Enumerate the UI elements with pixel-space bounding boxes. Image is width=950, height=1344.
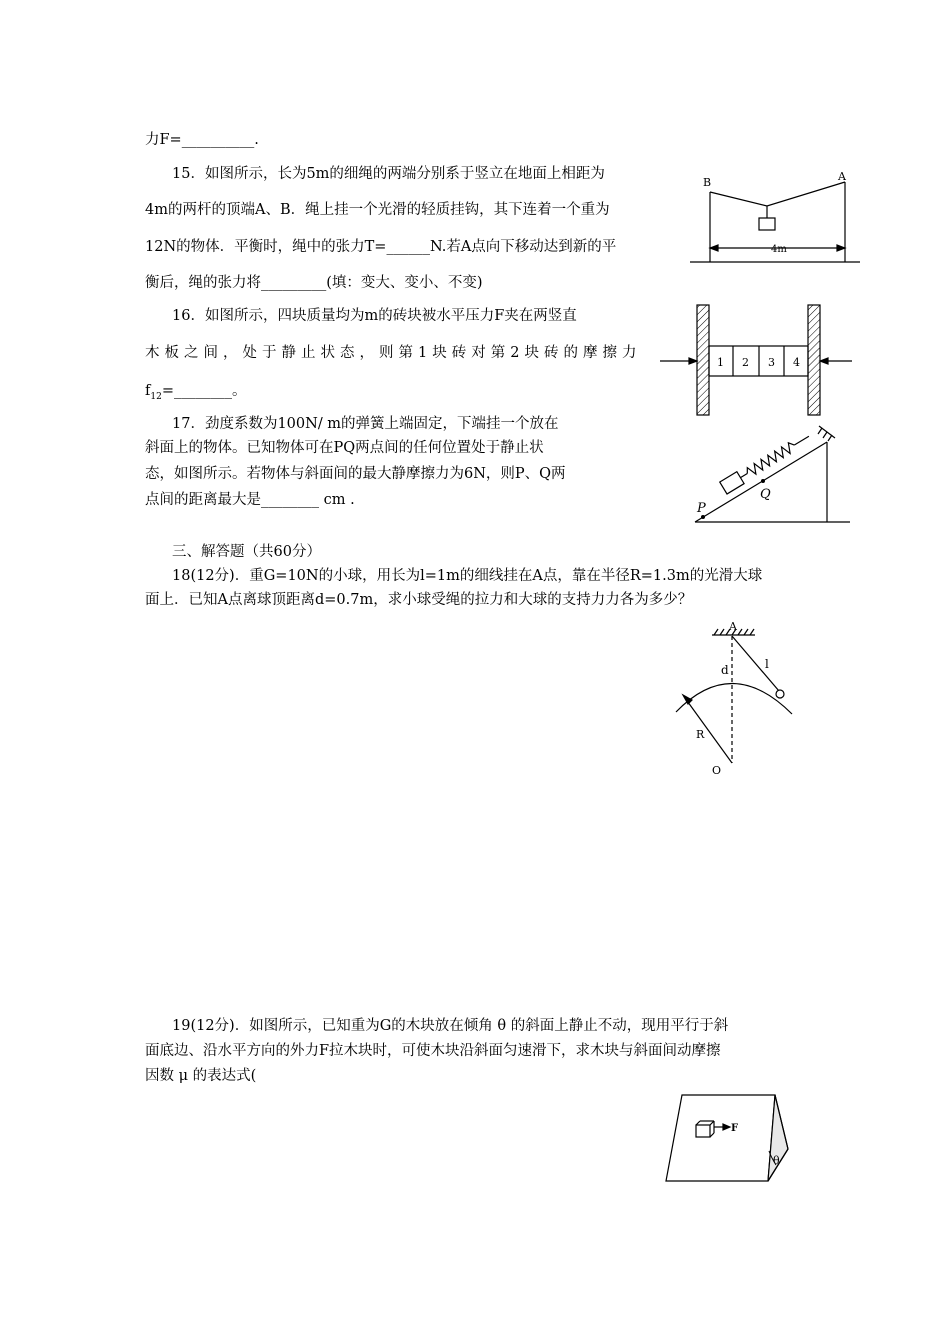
q16-brick-3: 3 xyxy=(768,356,775,369)
q15-label-a: A xyxy=(838,170,846,183)
q15-dimension: 4m xyxy=(771,244,787,255)
q16-f-blank: =________。 xyxy=(161,383,247,399)
q18-label-d: d xyxy=(721,663,729,677)
q15-line-1: 15．如图所示，长为5m的细绳的两端分别系于竖立在地面上相距为 xyxy=(172,166,605,182)
q19-incline-block-figure xyxy=(660,1085,810,1190)
q19-line-2: 面底边、沿水平方向的外力F拉木块时，可使木块沿斜面匀速滑下，求木块与斜面间动摩擦 xyxy=(145,1043,721,1059)
q16-brick-1: 1 xyxy=(717,356,724,369)
q16-bricks-figure xyxy=(655,300,855,420)
q17-line-1: 17．劲度系数为100N/ m的弹簧上端固定，下端挂一个放在 xyxy=(172,416,559,432)
q18-label-a: A xyxy=(729,620,737,633)
q18-line-2: 面上．已知A点离球顶距离d=0.7m，求小球受绳的拉力和大球的支持力力各为多少？ xyxy=(145,592,693,608)
q16-line-2: 木板之间，处于静止状态，则第1块砖对第2块砖的摩擦力 xyxy=(145,345,642,361)
q15-line-4: 衡后，绳的张力将_________(填：变大、变小、不变) xyxy=(145,275,483,291)
q14-tail: 力F=__________. xyxy=(145,132,259,148)
section-heading: 三、解答题（共60分） xyxy=(172,544,321,560)
q19-label-theta: θ xyxy=(773,1154,780,1167)
q17-label-p: P xyxy=(697,501,706,516)
q19-line-1: 19(12分)．如图所示，已知重为G的木块放在倾角 θ 的斜面上静止不动，现用平行于斜 xyxy=(172,1018,729,1034)
q15-line-2: 4m的两杆的顶端A、B．绳上挂一个光滑的轻质挂钩，其下连着一个重为 xyxy=(145,202,610,218)
q16-f-subscript: 12 xyxy=(150,391,162,402)
q18-line-1: 18(12分)．重G=10N的小球，用长为l=1m的细线挂在A点，靠在半径R=1.3m的光滑大球 xyxy=(172,568,763,584)
q17-line-4: 点间的距离最大是________ cm . xyxy=(145,492,355,508)
q18-label-r: R xyxy=(696,728,705,741)
q18-label-o: O xyxy=(712,764,722,777)
q17-label-q: Q xyxy=(760,487,771,502)
q19-label-f: F xyxy=(731,1123,739,1134)
q18-sphere-figure xyxy=(670,618,810,778)
q18-label-l: l xyxy=(765,657,769,671)
q16-line-3 xyxy=(145,381,246,407)
q16-f-symbol: f xyxy=(145,383,151,399)
q16-brick-2: 2 xyxy=(742,356,749,369)
q15-label-b: B xyxy=(703,176,712,189)
q19-line-3: 因数 μ 的表达式( xyxy=(145,1068,257,1084)
q16-line-1: 16．如图所示，四块质量均为m的砖块被水平压力F夹在两竖直 xyxy=(172,308,577,324)
q17-line-2: 斜面上的物体。已知物体可在PQ两点间的任何位置处于静止状 xyxy=(145,440,544,456)
q15-line-3: 12N的物体．平衡时，绳中的张力T=______N.若A点向下移动达到新的平 xyxy=(145,239,617,255)
q17-line-3: 态，如图所示。若物体与斜面间的最大静摩擦力为6N，则P、Q两 xyxy=(145,466,566,482)
q17-spring-incline-figure xyxy=(685,420,855,530)
q16-brick-4: 4 xyxy=(793,356,800,369)
q15-rope-figure xyxy=(685,170,865,270)
